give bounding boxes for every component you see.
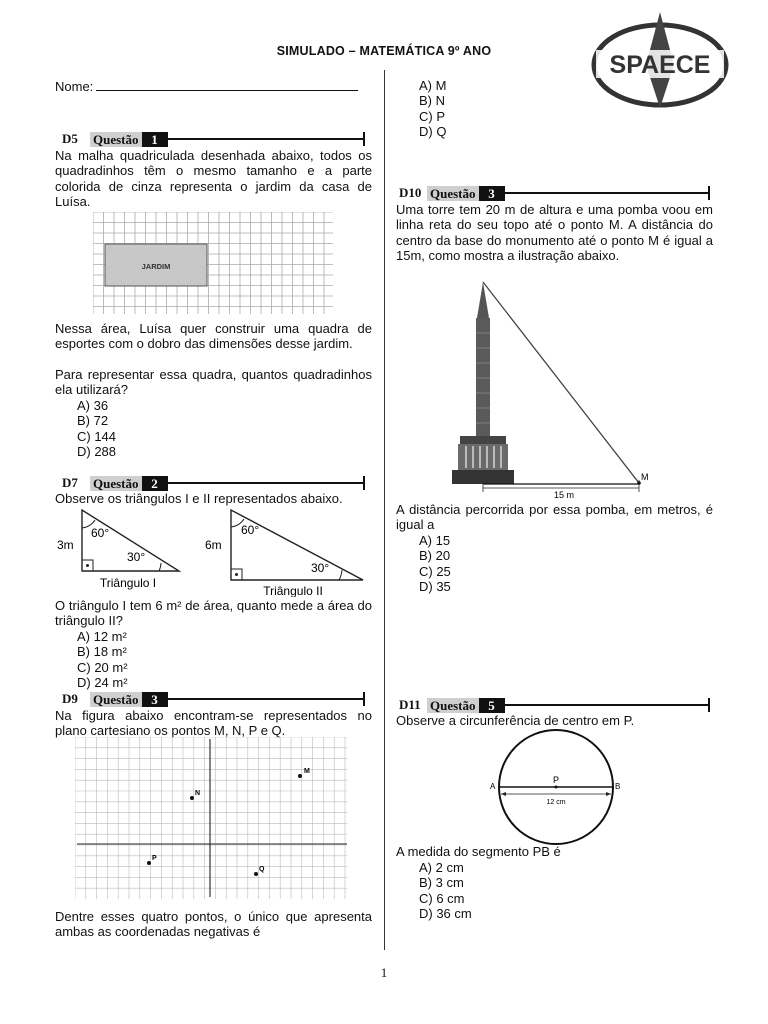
option[interactable]: C) 6 cm: [419, 890, 465, 906]
option[interactable]: D) 36 cm: [419, 905, 472, 921]
point-n-label: N: [195, 790, 201, 797]
option[interactable]: A) 12 m²: [77, 629, 127, 644]
header-rule: [168, 138, 366, 140]
question-label: Questão: [427, 698, 479, 713]
triangle-2-angle-30: 30°: [311, 561, 330, 575]
descriptor: D11: [399, 697, 421, 712]
point-p-label: P: [152, 855, 157, 862]
page-title: SIMULADO – MATEMÁTICA 9º ANO: [276, 44, 492, 58]
option[interactable]: A) 2 cm: [419, 860, 464, 875]
descriptor: D7: [62, 475, 78, 490]
column-divider: [384, 70, 385, 950]
garden-grid-figure: [93, 212, 335, 316]
point-m-label: M: [304, 768, 310, 775]
question-text: Uma torre tem 20 m de altura e uma pomba voou em linha reta do seu topo até o ponto M. A distância do centro da base do monumento até o ponto M é igual a 15m, como mostra a ilustração abaixo.: [396, 202, 713, 263]
page-number: 1: [380, 965, 388, 980]
logo-text: SPAECE: [609, 51, 711, 79]
name-label: Nome:: [55, 79, 94, 94]
question-text-2: Nessa área, Luísa quer construir uma quadra de esportes com o dobro das dimensões desse jardim.: [55, 321, 372, 352]
question-header-d10: [399, 185, 710, 201]
point-b-label: B: [615, 782, 621, 791]
option[interactable]: D) Q: [419, 123, 447, 139]
triangle-1-angle-30: 30°: [127, 550, 146, 564]
question-label: Questão: [90, 132, 142, 147]
option[interactable]: D) 35: [419, 578, 451, 594]
point-q: [254, 872, 258, 876]
option[interactable]: B) N: [419, 93, 445, 109]
option[interactable]: C) P: [419, 108, 445, 124]
option[interactable]: B) 20: [419, 548, 451, 564]
option[interactable]: D) 288: [77, 443, 117, 459]
question-text: Na figura abaixo encontram-se representados no plano cartesiano os pontos M, N, P e Q.: [55, 708, 372, 739]
option[interactable]: C) 25: [419, 563, 451, 579]
tower-figure: [450, 278, 680, 500]
descriptor: D10: [399, 185, 422, 200]
tower-plinth: [452, 470, 514, 484]
diameter-label: 12 cm: [546, 799, 566, 806]
name-field: [55, 78, 358, 94]
option[interactable]: B) 72: [77, 413, 109, 429]
point-m-label: M: [641, 472, 649, 482]
question-header-d5: [62, 131, 365, 147]
point-p: [147, 861, 151, 865]
tower-cornice: [460, 436, 506, 444]
center-point: [555, 786, 558, 789]
header-rule: [168, 698, 366, 700]
option[interactable]: A) 36: [77, 398, 109, 413]
question-text-3: Para representar essa quadra, quantos quadradinhos ela utilizará?: [55, 367, 372, 398]
question-number: 1: [142, 132, 168, 147]
option[interactable]: C) 144: [77, 428, 117, 444]
options-list: [77, 629, 128, 690]
cartesian-plane-figure: [75, 737, 350, 902]
header-rule: [168, 482, 366, 484]
question-header-d11: [399, 697, 710, 713]
option[interactable]: D) 24 m²: [77, 674, 128, 690]
question-label: Questão: [90, 692, 142, 707]
question-text: Observe os triângulos I e II representados abaixo.: [55, 491, 343, 506]
header-rule: [505, 192, 711, 194]
point-m: [298, 774, 302, 778]
triangle-1-caption: Triângulo I: [99, 576, 157, 590]
triangle-2: [231, 510, 363, 580]
name-line[interactable]: [96, 78, 358, 91]
header-rule: [505, 704, 711, 706]
option[interactable]: A) 15: [419, 533, 451, 548]
question-text: Na malha quadriculada desenhada abaixo, todos os quadradinhos têm o mesmo tamanho e a parte colorida de cinza representa o jardim da casa de Luísa.: [55, 148, 372, 209]
triangle-1-side: 3m: [57, 538, 74, 552]
option[interactable]: B) 18 m²: [77, 644, 127, 660]
point-q-label: Q: [259, 866, 265, 873]
question-number: 5: [479, 698, 505, 713]
distance-label: 15 m: [553, 490, 575, 500]
triangle-1-angle-60: 60°: [91, 526, 110, 540]
option[interactable]: B) 3 cm: [419, 875, 464, 891]
circle-figure: [486, 728, 626, 846]
point-p-label: P: [552, 775, 560, 785]
spaece-logo: [588, 10, 732, 110]
garden-label: JARDIM: [141, 262, 171, 271]
option[interactable]: C) 20 m²: [77, 659, 128, 675]
option[interactable]: A) M: [419, 78, 447, 93]
triangle-2-side: 6m: [205, 538, 222, 552]
options-list: [419, 78, 446, 139]
question-header-d7: [62, 475, 365, 491]
point-n: [190, 796, 194, 800]
question-number: 3: [142, 692, 168, 707]
question-number: 2: [142, 476, 168, 491]
options-list: [419, 860, 472, 921]
triangle-2-caption: Triângulo II: [263, 584, 323, 597]
options-list: [419, 533, 451, 594]
triangles-figure: [55, 505, 370, 597]
question-label: Questão: [90, 476, 142, 491]
tower-shaft: [476, 318, 490, 436]
question-text-2: O triângulo I tem 6 m² de área, quanto mede a área do triângulo II?: [55, 598, 372, 629]
descriptor: D5: [62, 131, 78, 146]
question-number: 3: [479, 186, 505, 201]
descriptor: D9: [62, 691, 78, 706]
question-header-d9: [62, 691, 365, 707]
question-text-2: A medida do segmento PB é: [396, 844, 561, 859]
options-list: [77, 398, 116, 459]
triangle-2-angle-60: 60°: [241, 523, 260, 537]
point-a-label: A: [490, 782, 496, 791]
question-label: Questão: [427, 186, 479, 201]
question-text-2: A distância percorrida por essa pomba, em metros, é igual a: [396, 502, 713, 533]
question-text-2: Dentre esses quatro pontos, o único que apresenta ambas as coordenadas negativas é: [55, 909, 372, 940]
question-text: Observe a circunferência de centro em P.: [396, 713, 635, 728]
